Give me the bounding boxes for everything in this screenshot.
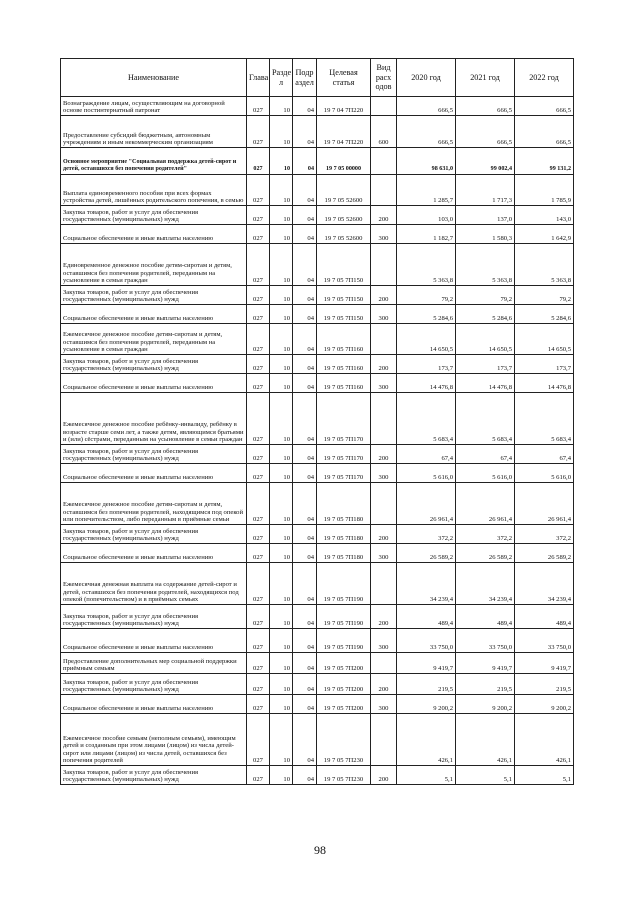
cell-y2022: 173,7: [515, 355, 574, 374]
cell-glava: 027: [247, 324, 270, 355]
cell-vid: [371, 324, 397, 355]
cell-y2022: 426,1: [515, 714, 574, 766]
header-2021: 2021 год: [456, 59, 515, 97]
cell-podrazdel: 04: [293, 393, 317, 445]
cell-name: Социальное обеспечение и иные выплаты населению: [61, 225, 247, 244]
cell-y2021: 489,4: [456, 605, 515, 629]
cell-vid: 200: [371, 445, 397, 464]
cell-razdel: 10: [270, 225, 293, 244]
cell-y2021: 5 683,4: [456, 393, 515, 445]
cell-glava: 027: [247, 674, 270, 695]
cell-y2020: 5 363,8: [397, 244, 456, 286]
cell-razdel: 10: [270, 563, 293, 605]
cell-vid: [371, 97, 397, 116]
cell-podrazdel: 04: [293, 714, 317, 766]
cell-razdel: 10: [270, 695, 293, 714]
cell-podrazdel: 04: [293, 695, 317, 714]
cell-name: Закупка товаров, работ и услуг для обеспечения государственных (муниципальных) нужд: [61, 525, 247, 544]
cell-glava: 027: [247, 286, 270, 305]
cell-podrazdel: 04: [293, 605, 317, 629]
cell-y2022: 1 642,9: [515, 225, 574, 244]
cell-y2020: 98 631,0: [397, 148, 456, 175]
table-row: [61, 525, 574, 544]
cell-target: 19 7 05 7П230: [317, 714, 371, 766]
cell-target: 19 7 05 7П190: [317, 629, 371, 653]
table-row: [61, 374, 574, 393]
cell-target: 19 7 05 7П190: [317, 563, 371, 605]
cell-podrazdel: 04: [293, 374, 317, 393]
cell-podrazdel: 04: [293, 148, 317, 175]
cell-glava: 027: [247, 605, 270, 629]
cell-target: 19 7 05 7П200: [317, 695, 371, 714]
cell-razdel: 10: [270, 244, 293, 286]
cell-podrazdel: 04: [293, 116, 317, 148]
cell-name: Закупка товаров, работ и услуг для обеспечения государственных (муниципальных) нужд: [61, 355, 247, 374]
cell-y2022: 14 476,8: [515, 374, 574, 393]
cell-vid: 300: [371, 225, 397, 244]
cell-podrazdel: 04: [293, 324, 317, 355]
cell-vid: 300: [371, 374, 397, 393]
cell-podrazdel: 04: [293, 629, 317, 653]
cell-y2021: 5,1: [456, 766, 515, 785]
table-row: [61, 674, 574, 695]
cell-y2022: 489,4: [515, 605, 574, 629]
cell-y2022: 33 750,0: [515, 629, 574, 653]
cell-glava: 027: [247, 244, 270, 286]
cell-razdel: 10: [270, 116, 293, 148]
cell-name: Закупка товаров, работ и услуг для обеспечения государственных (муниципальных) нужд: [61, 445, 247, 464]
cell-name: Основное мероприятие "Социальная поддержка детей-сирот и детей, оставшихся без попечения родителей": [61, 148, 247, 175]
cell-y2022: 14 650,5: [515, 324, 574, 355]
cell-podrazdel: 04: [293, 674, 317, 695]
cell-y2022: 26 589,2: [515, 544, 574, 563]
cell-glava: 027: [247, 653, 270, 674]
cell-y2020: 26 961,4: [397, 483, 456, 525]
cell-target: 19 7 05 7П160: [317, 324, 371, 355]
table-row: [61, 629, 574, 653]
cell-y2021: 173,7: [456, 355, 515, 374]
table-row: [61, 393, 574, 445]
cell-razdel: 10: [270, 286, 293, 305]
cell-glava: 027: [247, 464, 270, 483]
cell-podrazdel: 04: [293, 305, 317, 324]
cell-y2022: 143,0: [515, 206, 574, 225]
header-podrazdel: Подр аздел: [293, 59, 317, 97]
cell-y2020: 666,5: [397, 116, 456, 148]
cell-vid: [371, 483, 397, 525]
cell-podrazdel: 04: [293, 445, 317, 464]
cell-target: 19 7 05 7П180: [317, 483, 371, 525]
cell-glava: 027: [247, 148, 270, 175]
cell-y2022: 372,2: [515, 525, 574, 544]
cell-target: 19 7 05 7П150: [317, 244, 371, 286]
cell-razdel: 10: [270, 629, 293, 653]
cell-target: 19 7 04 7П220: [317, 97, 371, 116]
cell-vid: 300: [371, 629, 397, 653]
cell-name: Закупка товаров, работ и услуг для обеспечения государственных (муниципальных) нужд: [61, 674, 247, 695]
cell-target: 19 7 05 7П230: [317, 766, 371, 785]
cell-vid: 300: [371, 544, 397, 563]
cell-podrazdel: 04: [293, 286, 317, 305]
cell-razdel: 10: [270, 766, 293, 785]
cell-vid: 200: [371, 674, 397, 695]
cell-name: Социальное обеспечение и иные выплаты населению: [61, 695, 247, 714]
cell-y2021: 219,5: [456, 674, 515, 695]
cell-y2022: 666,5: [515, 97, 574, 116]
cell-razdel: 10: [270, 464, 293, 483]
header-glava: Глава: [247, 59, 270, 97]
table-row: [61, 766, 574, 785]
cell-name: Вознаграждение лицам, осуществляющим на договорной основе постинтернатный патронат: [61, 97, 247, 116]
cell-y2020: 666,5: [397, 97, 456, 116]
table-row: [61, 653, 574, 674]
cell-target: 19 7 05 00000: [317, 148, 371, 175]
budget-table: [60, 58, 574, 785]
cell-target: 19 7 05 7П200: [317, 653, 371, 674]
cell-vid: 200: [371, 605, 397, 629]
cell-target: 19 7 05 7П190: [317, 605, 371, 629]
cell-y2022: 5 616,0: [515, 464, 574, 483]
cell-razdel: 10: [270, 544, 293, 563]
cell-razdel: 10: [270, 445, 293, 464]
cell-vid: 200: [371, 286, 397, 305]
cell-y2020: 9 200,2: [397, 695, 456, 714]
cell-glava: 027: [247, 305, 270, 324]
cell-y2022: 9 419,7: [515, 653, 574, 674]
cell-vid: 300: [371, 464, 397, 483]
cell-target: 19 7 05 52600: [317, 175, 371, 206]
cell-podrazdel: 04: [293, 206, 317, 225]
cell-target: 19 7 05 52600: [317, 206, 371, 225]
cell-y2021: 372,2: [456, 525, 515, 544]
table-row: [61, 445, 574, 464]
cell-y2021: 666,5: [456, 116, 515, 148]
cell-y2021: 1 580,3: [456, 225, 515, 244]
cell-vid: 200: [371, 525, 397, 544]
cell-vid: [371, 175, 397, 206]
table-row: [61, 483, 574, 525]
cell-y2021: 14 650,5: [456, 324, 515, 355]
cell-name: Ежемесячная денежная выплата на содержание детей-сирот и детей, оставшихся без попечения родителей, находящихся под опекой (попечительством) и в приёмных семьях: [61, 563, 247, 605]
cell-y2022: 219,5: [515, 674, 574, 695]
cell-y2020: 26 589,2: [397, 544, 456, 563]
cell-podrazdel: 04: [293, 544, 317, 563]
table-row: [61, 324, 574, 355]
table-row: [61, 714, 574, 766]
cell-y2020: 34 239,4: [397, 563, 456, 605]
cell-target: 19 7 05 7П200: [317, 674, 371, 695]
cell-y2020: 372,2: [397, 525, 456, 544]
cell-podrazdel: 04: [293, 563, 317, 605]
cell-glava: 027: [247, 714, 270, 766]
cell-glava: 027: [247, 355, 270, 374]
cell-podrazdel: 04: [293, 766, 317, 785]
cell-y2022: 1 785,9: [515, 175, 574, 206]
cell-razdel: 10: [270, 148, 293, 175]
header-2022: 2022 год: [515, 59, 574, 97]
table-row: [61, 97, 574, 116]
cell-vid: 300: [371, 305, 397, 324]
cell-y2020: 9 419,7: [397, 653, 456, 674]
cell-y2022: 666,5: [515, 116, 574, 148]
cell-y2021: 67,4: [456, 445, 515, 464]
cell-y2021: 9 419,7: [456, 653, 515, 674]
cell-y2020: 426,1: [397, 714, 456, 766]
cell-razdel: 10: [270, 206, 293, 225]
cell-glava: 027: [247, 483, 270, 525]
cell-target: 19 7 05 7П170: [317, 445, 371, 464]
cell-y2020: 14 650,5: [397, 324, 456, 355]
cell-vid: [371, 563, 397, 605]
cell-y2022: 5 683,4: [515, 393, 574, 445]
cell-vid: [371, 393, 397, 445]
cell-name: Социальное обеспечение и иные выплаты населению: [61, 464, 247, 483]
cell-target: 19 7 05 7П170: [317, 393, 371, 445]
cell-name: Ежемесячное денежное пособие детям-сиротам и детям, оставшимся без попечения родителей, находящимся под опекой или попечительством, либо переданным в приёмные семьи: [61, 483, 247, 525]
cell-y2020: 1 285,7: [397, 175, 456, 206]
cell-y2020: 1 182,7: [397, 225, 456, 244]
cell-target: 19 7 05 7П160: [317, 355, 371, 374]
cell-name: Ежемесячное денежное пособие ребёнку-инвалиду, ребёнку в возрасте старше семи лет, а также детям, являющимся братьями и (или) сёстрами, переданным на усыновление в семьи граждан: [61, 393, 247, 445]
table-row: [61, 695, 574, 714]
cell-y2020: 219,5: [397, 674, 456, 695]
cell-name: Закупка товаров, работ и услуг для обеспечения государственных (муниципальных) нужд: [61, 766, 247, 785]
cell-target: 19 7 05 7П170: [317, 464, 371, 483]
cell-y2022: 5 363,8: [515, 244, 574, 286]
cell-target: 19 7 04 7П220: [317, 116, 371, 148]
cell-y2021: 33 750,0: [456, 629, 515, 653]
table-row: [61, 175, 574, 206]
cell-razdel: 10: [270, 653, 293, 674]
cell-glava: 027: [247, 116, 270, 148]
cell-target: 19 7 05 7П150: [317, 286, 371, 305]
cell-y2021: 26 589,2: [456, 544, 515, 563]
cell-vid: 300: [371, 695, 397, 714]
cell-vid: 200: [371, 206, 397, 225]
cell-target: 19 7 05 7П150: [317, 305, 371, 324]
cell-name: Социальное обеспечение и иные выплаты населению: [61, 629, 247, 653]
cell-glava: 027: [247, 629, 270, 653]
cell-glava: 027: [247, 445, 270, 464]
cell-target: 19 7 05 7П160: [317, 374, 371, 393]
cell-y2021: 666,5: [456, 97, 515, 116]
header-vid: Вид расх одов: [371, 59, 397, 97]
cell-vid: 200: [371, 355, 397, 374]
table-row: [61, 305, 574, 324]
cell-podrazdel: 04: [293, 97, 317, 116]
cell-name: Предоставление дополнительных мер социальной поддержки приёмным семьям: [61, 653, 247, 674]
cell-glava: 027: [247, 563, 270, 605]
table-row: [61, 286, 574, 305]
cell-vid: 200: [371, 766, 397, 785]
table-row: [61, 544, 574, 563]
cell-y2020: 489,4: [397, 605, 456, 629]
cell-y2022: 99 131,2: [515, 148, 574, 175]
cell-glava: 027: [247, 525, 270, 544]
table-row: [61, 605, 574, 629]
cell-podrazdel: 04: [293, 525, 317, 544]
header-razdel: Разде л: [270, 59, 293, 97]
cell-name: Закупка товаров, работ и услуг для обеспечения государственных (муниципальных) нужд: [61, 206, 247, 225]
cell-razdel: 10: [270, 393, 293, 445]
header-target: Целевая статья: [317, 59, 371, 97]
header-2020: 2020 год: [397, 59, 456, 97]
cell-vid: [371, 714, 397, 766]
cell-vid: [371, 653, 397, 674]
cell-razdel: 10: [270, 97, 293, 116]
table-row: [61, 355, 574, 374]
cell-y2021: 5 363,8: [456, 244, 515, 286]
cell-glava: 027: [247, 97, 270, 116]
cell-y2022: 9 200,2: [515, 695, 574, 714]
cell-name: Предоставление субсидий бюджетным, автономным учреждениям и иным некоммерческим организациям: [61, 116, 247, 148]
cell-razdel: 10: [270, 483, 293, 525]
cell-y2021: 99 002,4: [456, 148, 515, 175]
cell-name: Ежемесячное пособие семьям (неполным семьям), имеющим детей и созданным при этом лицами (лицом) из числа детей-сирот или лицами (лицом) из числа детей, оставшихся без попечения родителей: [61, 714, 247, 766]
cell-y2021: 34 239,4: [456, 563, 515, 605]
table-body: [61, 97, 574, 785]
cell-target: 19 7 05 7П180: [317, 544, 371, 563]
cell-glava: 027: [247, 175, 270, 206]
cell-podrazdel: 04: [293, 355, 317, 374]
cell-y2022: 79,2: [515, 286, 574, 305]
cell-y2020: 14 476,8: [397, 374, 456, 393]
cell-name: Социальное обеспечение и иные выплаты населению: [61, 544, 247, 563]
cell-name: Единовременное денежное пособие детям-сиротам и детям, оставшимся без попечения родителей, переданным на усыновление в семьи граждан: [61, 244, 247, 286]
cell-glava: 027: [247, 374, 270, 393]
header-name: Наименование: [61, 59, 247, 97]
cell-name: Социальное обеспечение и иные выплаты населению: [61, 305, 247, 324]
cell-y2021: 26 961,4: [456, 483, 515, 525]
table-header-row: [61, 59, 574, 97]
cell-name: Закупка товаров, работ и услуг для обеспечения государственных (муниципальных) нужд: [61, 286, 247, 305]
cell-y2022: 5,1: [515, 766, 574, 785]
cell-vid: 600: [371, 116, 397, 148]
cell-name: Социальное обеспечение и иные выплаты населению: [61, 374, 247, 393]
cell-podrazdel: 04: [293, 175, 317, 206]
cell-glava: 027: [247, 695, 270, 714]
cell-razdel: 10: [270, 355, 293, 374]
cell-razdel: 10: [270, 714, 293, 766]
cell-y2021: 426,1: [456, 714, 515, 766]
cell-target: 19 7 05 52600: [317, 225, 371, 244]
cell-podrazdel: 04: [293, 225, 317, 244]
cell-y2021: 79,2: [456, 286, 515, 305]
cell-razdel: 10: [270, 605, 293, 629]
cell-y2020: 103,0: [397, 206, 456, 225]
table-row: [61, 116, 574, 148]
cell-glava: 027: [247, 544, 270, 563]
table-row: [61, 464, 574, 483]
cell-y2021: 1 717,3: [456, 175, 515, 206]
table-row: [61, 244, 574, 286]
cell-y2020: 5,1: [397, 766, 456, 785]
cell-y2021: 9 200,2: [456, 695, 515, 714]
cell-y2022: 67,4: [515, 445, 574, 464]
table-row: [61, 206, 574, 225]
cell-glava: 027: [247, 206, 270, 225]
table-row: [61, 563, 574, 605]
cell-razdel: 10: [270, 324, 293, 355]
cell-razdel: 10: [270, 374, 293, 393]
cell-y2020: 5 616,0: [397, 464, 456, 483]
cell-y2020: 33 750,0: [397, 629, 456, 653]
cell-name: Ежемесячное денежное пособие детям-сиротам и детям, оставшимся без попечения родителей, переданным на усыновление в семьи граждан: [61, 324, 247, 355]
cell-target: 19 7 05 7П180: [317, 525, 371, 544]
cell-podrazdel: 04: [293, 244, 317, 286]
cell-razdel: 10: [270, 525, 293, 544]
cell-y2022: 5 284,6: [515, 305, 574, 324]
cell-y2021: 14 476,8: [456, 374, 515, 393]
cell-name: Выплата единовременного пособия при всех формах устройства детей, лишённых родительского попечения, в семью: [61, 175, 247, 206]
cell-y2020: 67,4: [397, 445, 456, 464]
cell-y2020: 79,2: [397, 286, 456, 305]
cell-y2021: 137,0: [456, 206, 515, 225]
cell-vid: [371, 244, 397, 286]
cell-razdel: 10: [270, 175, 293, 206]
cell-y2021: 5 284,6: [456, 305, 515, 324]
cell-name: Закупка товаров, работ и услуг для обеспечения государственных (муниципальных) нужд: [61, 605, 247, 629]
cell-glava: 027: [247, 393, 270, 445]
cell-razdel: 10: [270, 674, 293, 695]
cell-y2021: 5 616,0: [456, 464, 515, 483]
cell-vid: [371, 148, 397, 175]
cell-y2020: 173,7: [397, 355, 456, 374]
cell-glava: 027: [247, 766, 270, 785]
cell-podrazdel: 04: [293, 464, 317, 483]
cell-y2022: 26 961,4: [515, 483, 574, 525]
cell-podrazdel: 04: [293, 483, 317, 525]
cell-y2020: 5 683,4: [397, 393, 456, 445]
table-row: [61, 148, 574, 175]
cell-podrazdel: 04: [293, 653, 317, 674]
cell-y2022: 34 239,4: [515, 563, 574, 605]
cell-glava: 027: [247, 225, 270, 244]
table-row: [61, 225, 574, 244]
cell-razdel: 10: [270, 305, 293, 324]
cell-y2020: 5 284,6: [397, 305, 456, 324]
page-number: 98: [314, 843, 326, 857]
